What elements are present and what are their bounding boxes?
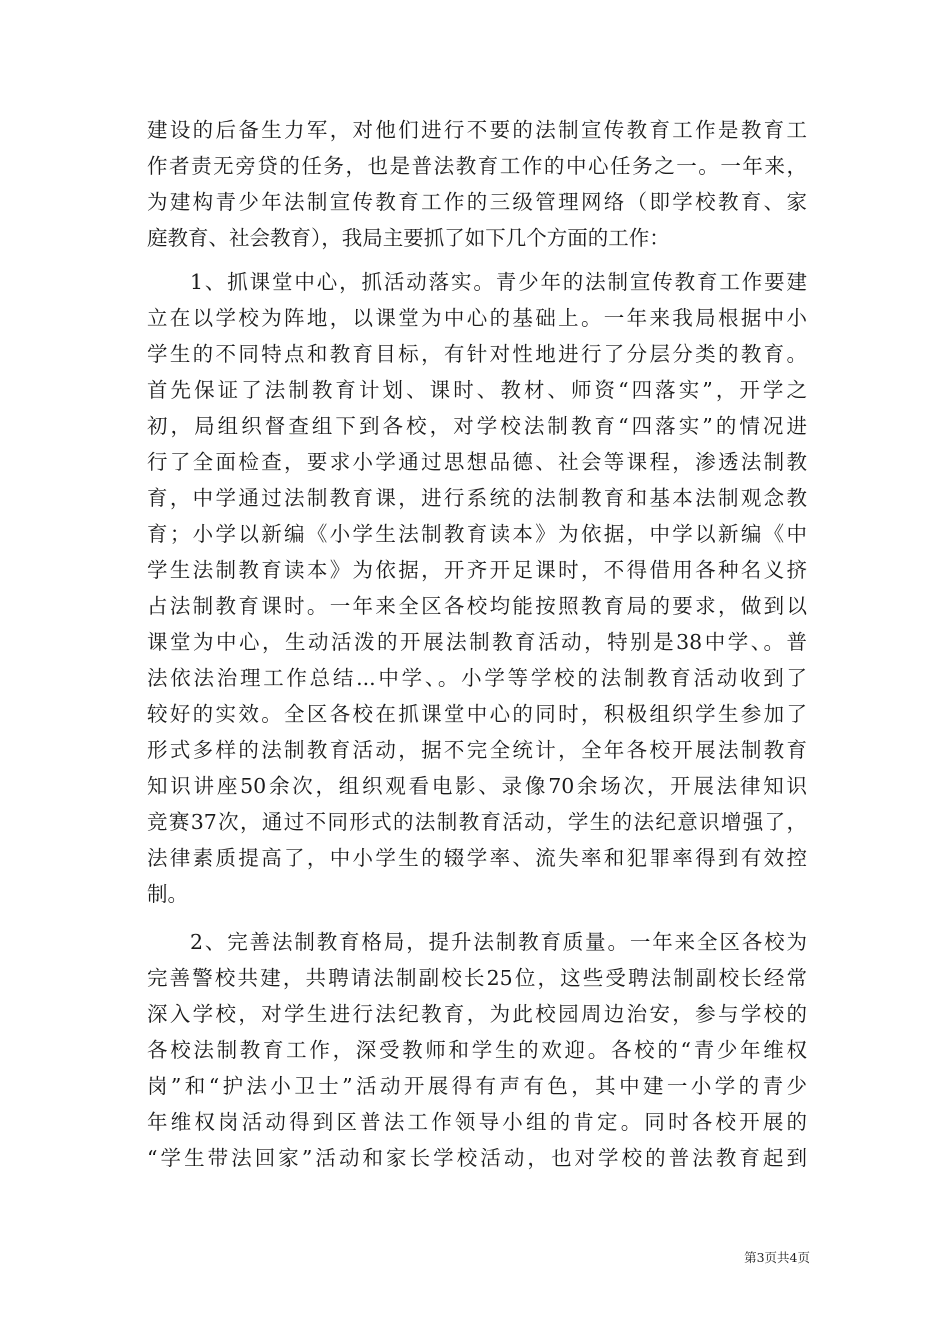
text-line: 较好的实效。全区各校在抓课堂中心的同时，积极组织学生参加了 (147, 702, 807, 726)
paragraph-1-start: 1、抓课堂中心，抓活动落实。青少年的法制宣传教育工作要建 (190, 270, 807, 294)
text-line: 育；小学以新编《小学生法制教育读本》为依据，中学以新编《中 (147, 522, 807, 546)
text-line: 作者责无旁贷的任务，也是普法教育工作的中心任务之一。一年来， (147, 154, 807, 178)
text-line: 各校法制教育工作，深受教师和学生的欢迎。各校的“青少年维权 (147, 1038, 807, 1062)
text-line: 课堂为中心，生动活泼的开展法制教育活动，特别是38中学、。普 (147, 630, 807, 654)
text-line: 为建构青少年法制宣传教育工作的三级管理网络（即学校教育、家 (147, 190, 807, 214)
text-line: 学生法制教育读本》为依据，开齐开足课时，不得借用各种名义挤 (147, 558, 807, 582)
text-line: 学生的不同特点和教育目标，有针对性地进行了分层分类的教育。 (147, 342, 807, 366)
text-line: 行了全面检查，要求小学通过思想品德、社会等课程，渗透法制教 (147, 450, 807, 474)
text-line: 法律素质提高了，中小学生的辍学率、流失率和犯罪率得到有效控 (147, 846, 807, 870)
text-line: 立在以学校为阵地，以课堂为中心的基础上。一年来我局根据中小 (147, 306, 807, 330)
text-line: 知识讲座50余次，组织观看电影、录像70余场次，开展法律知识 (147, 774, 807, 798)
text-line: 年维权岗活动得到区普法工作领导小组的肯定。同时各校开展的 (147, 1110, 807, 1134)
text-line: 占法制教育课时。一年来全区各校均能按照教育局的要求，做到以 (147, 594, 807, 618)
text-line: 初，局组织督查组下到各校，对学校法制教育“四落实”的情况进 (147, 414, 807, 438)
text-line: 岗”和“护法小卫士”活动开展得有声有色，其中建一小学的青少 (147, 1074, 807, 1098)
text-line: 形式多样的法制教育活动，据不完全统计，全年各校开展法制教育 (147, 738, 807, 762)
text-line: 制。 (147, 882, 188, 906)
text-line: 首先保证了法制教育计划、课时、教材、师资“四落实”，开学之 (147, 378, 807, 402)
page-number: 第3页共4页 (744, 1250, 810, 1265)
paragraph-2-start: 2、完善法制教育格局，提升法制教育质量。一年来全区各校为 (190, 930, 807, 954)
text-line: 育，中学通过法制教育课，进行系统的法制教育和基本法制观念教 (147, 486, 807, 510)
text-line: “学生带法回家”活动和家长学校活动，也对学校的普法教育起到 (147, 1146, 807, 1170)
text-line: 竞赛37次，通过不同形式的法制教育活动，学生的法纪意识增强了， (147, 810, 807, 834)
text-line: 法依法治理工作总结...中学、。小学等学校的法制教育活动收到了 (147, 666, 807, 690)
text-line: 建设的后备生力军，对他们进行不要的法制宣传教育工作是教育工 (147, 118, 807, 142)
text-line: 深入学校，对学生进行法纪教育，为此校园周边治安，参与学校的 (147, 1002, 807, 1026)
text-line: 庭教育、社会教育），我局主要抓了如下几个方面的工作： (147, 226, 670, 250)
text-line: 完善警校共建，共聘请法制副校长25位，这些受聘法制副校长经常 (147, 966, 807, 990)
